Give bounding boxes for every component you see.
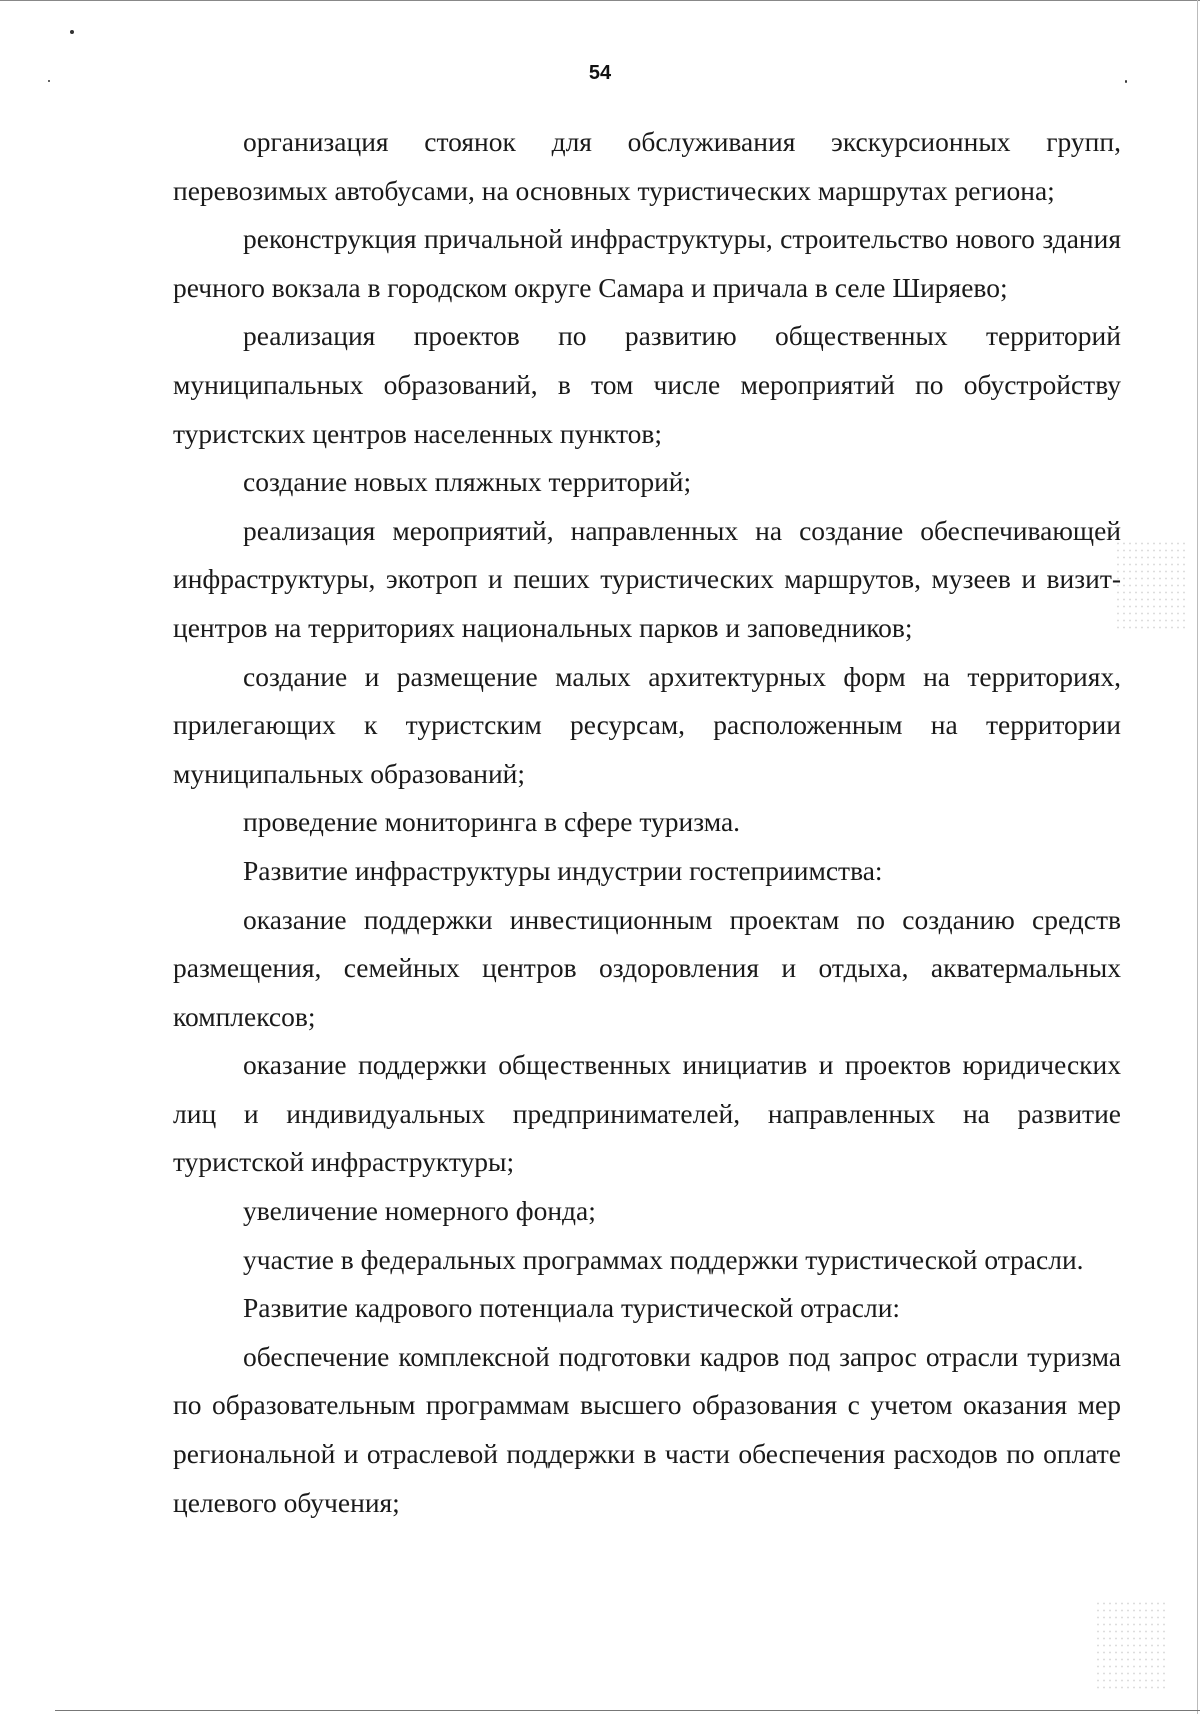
paragraph: оказание поддержки инвестиционным проектам по созданию средств размещения, семейных центров оздоровления и отдыха, акватермальных комплексов; — [173, 903, 1121, 1032]
paragraph: проведение мониторинга в сфере туризма. — [243, 806, 741, 838]
paragraph: участие в федеральных программах поддержки туристической отрасли. — [243, 1243, 1084, 1275]
section-heading: Развитие кадрового потенциала туристической отрасли: — [243, 1292, 901, 1324]
scan-edge-bottom — [55, 1710, 1200, 1711]
paragraph: обеспечение комплексной подготовки кадров под запрос отрасли туризма по образовательным программам высшего образования с учетом оказания мер региональной и отраслевой поддержки в части обеспечения расходов по оплате целевого обучения; — [173, 1340, 1121, 1518]
paragraph: создание новых пляжных территорий; — [243, 466, 692, 498]
scan-edge-right — [1197, 0, 1198, 1714]
scan-speckle — [1095, 1600, 1165, 1690]
paragraph: организация стоянок для обслуживания экскурсионных групп, перевозимых автобусами, на основных туристических маршрутах региона; — [173, 126, 1121, 206]
document-body — [173, 118, 1121, 1527]
scan-edge-top — [0, 0, 1200, 1]
paragraph: создание и размещение малых архитектурных форм на территориях, прилегающих к туристским ресурсам, расположенным на территории муниципальных образований; — [173, 660, 1121, 789]
paragraph: увеличение номерного фонда; — [243, 1195, 596, 1227]
paragraph: реализация проектов по развитию общественных территорий муниципальных образований, в том числе мероприятий по обустройству туристских центров населенных пунктов; — [173, 320, 1121, 449]
paragraph: реализация мероприятий, направленных на создание обеспечивающей инфраструктуры, экотроп и пеших туристических маршрутов, музеев и визит-центров на территориях национальных парков и заповедников; — [173, 514, 1121, 643]
scan-dot — [70, 30, 74, 34]
paragraph: оказание поддержки общественных инициатив и проектов юридических лиц и индивидуальных предпринимателей, направленных на развитие туристской инфраструктуры; — [173, 1049, 1121, 1178]
page-number: 54 — [588, 62, 612, 84]
paragraph: реконструкция причальной инфраструктуры, строительство нового здания речного вокзала в городском округе Самара и причала в селе Ширяево; — [173, 223, 1121, 303]
scan-speckle — [1115, 540, 1185, 630]
section-heading: Развитие инфраструктуры индустрии гостеприимства: — [243, 854, 883, 886]
